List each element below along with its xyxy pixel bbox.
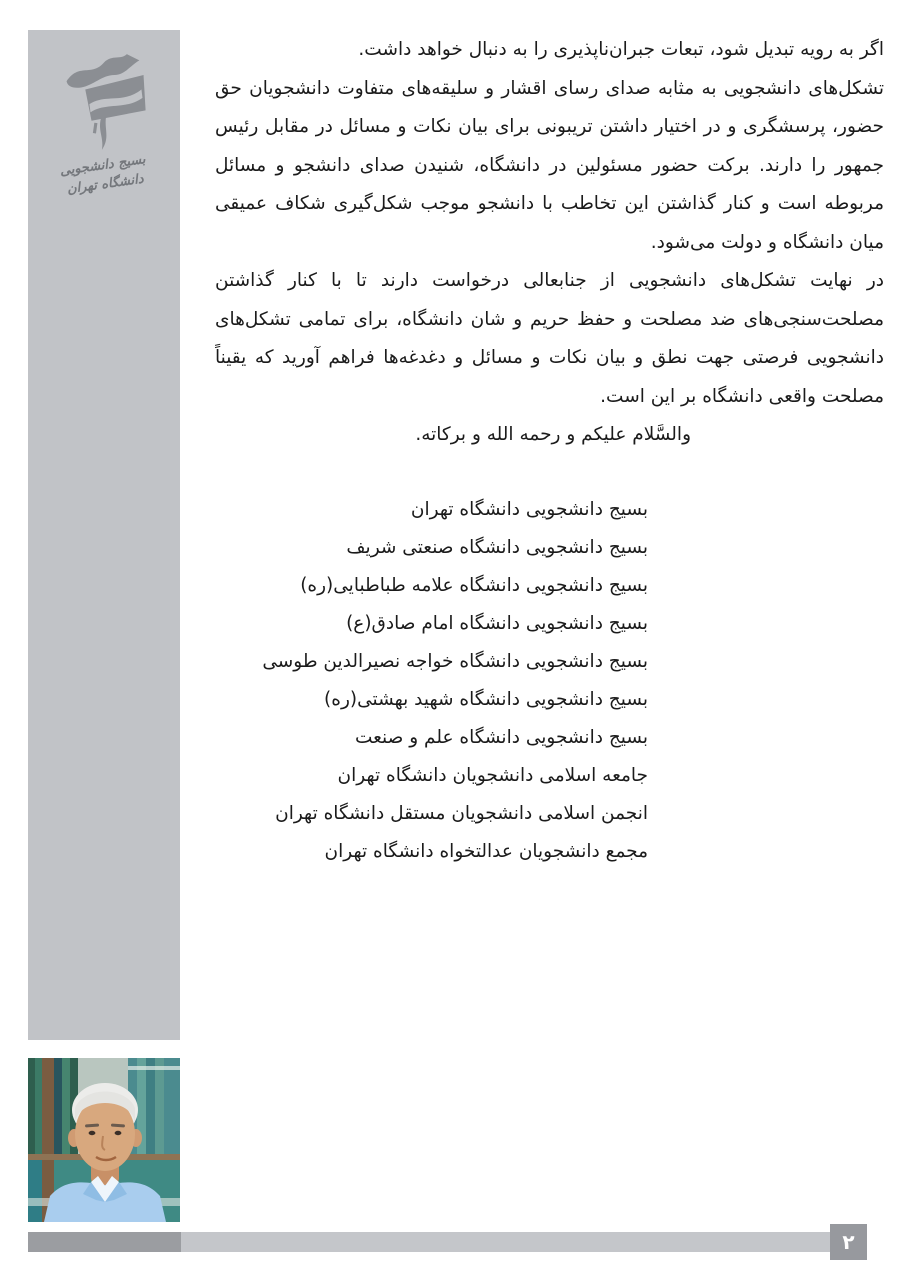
logo-text-line2: دانشگاه تهران [66,171,145,198]
sidebar-band [28,30,180,1040]
page-number-badge: ۲ [830,1224,867,1260]
basij-logo [28,30,180,198]
signatory-item: بسیج دانشجویی دانشگاه خواجه نصیرالدین طوسی [262,650,648,672]
president-photo [28,1058,180,1222]
signatory-item: بسیج دانشجویی دانشگاه امام صادق(ع) [346,612,648,634]
logo-calligraphy [26,146,182,205]
basij-flag-icon [52,50,156,154]
signatory-item: جامعه اسلامی دانشجویان دانشگاه تهران [337,764,648,786]
paragraph-3: در نهایت تشکل‌های دانشجویی از جنابعالی درخواست دارند تا با کنار گذاشتن مصلحت‌سنجی‌های ضد مصلحت و حفظ حریم و شان دانشگاه، برای تمامی تشکل‌های دانشجویی فرصتی جهت نطق و بیان نکات و مسائل و دغدغه‌ها فراهم آورید که یقیناً مصلحت واقعی دانشگاه بر این است. [215,270,884,407]
letter-body [215,31,884,871]
signatory-item: بسیج دانشجویی دانشگاه علامه طباطبایی(ره) [300,574,648,596]
signatory-item: بسیج دانشجویی دانشگاه تهران [410,498,648,520]
footer-rule [28,1232,830,1252]
paragraph-1: اگر به رویه تبدیل شود، تبعات جبران‌ناپذیری را به دنبال خواهد داشت. [358,39,884,60]
salutation: والسَّلام علیکم و رحمه الله و برکاته. [415,424,691,445]
signatory-item: بسیج دانشجویی دانشگاه علم و صنعت [354,726,648,748]
paragraph-2: تشکل‌های دانشجویی به مثابه صدای رسای اقشار و سلیقه‌های متفاوت دانشجویان حق حضور، پرسشگری و در اختیار داشتن تریبونی برای بیان نکات و مسائل در مقابل رئیس جمهور را دارند. برکت حضور مسئولین در دانشگاه، شنیدن صدای دانشجو و مسائل مربوطه است و کنار گذاشتن این تخاطب با دانشجو موجب شکل‌گیری شکاف عمیقی میان دانشگاه و دولت می‌شود. [215,77,884,253]
portrait-image [28,1058,180,1222]
signatory-list [215,491,648,871]
footer-left-segment [28,1232,181,1252]
signatory-item: بسیج دانشجویی دانشگاه شهید بهشتی(ره) [324,688,648,710]
logo-text-line1: بسیج دانشجویی [58,152,147,180]
signatory-item: بسیج دانشجویی دانشگاه صنعتی شریف [346,536,648,558]
signatory-item: انجمن اسلامی دانشجویان مستقل دانشگاه تهران [275,802,648,824]
signatory-item: مجمع دانشجویان عدالتخواه دانشگاه تهران [324,840,648,862]
